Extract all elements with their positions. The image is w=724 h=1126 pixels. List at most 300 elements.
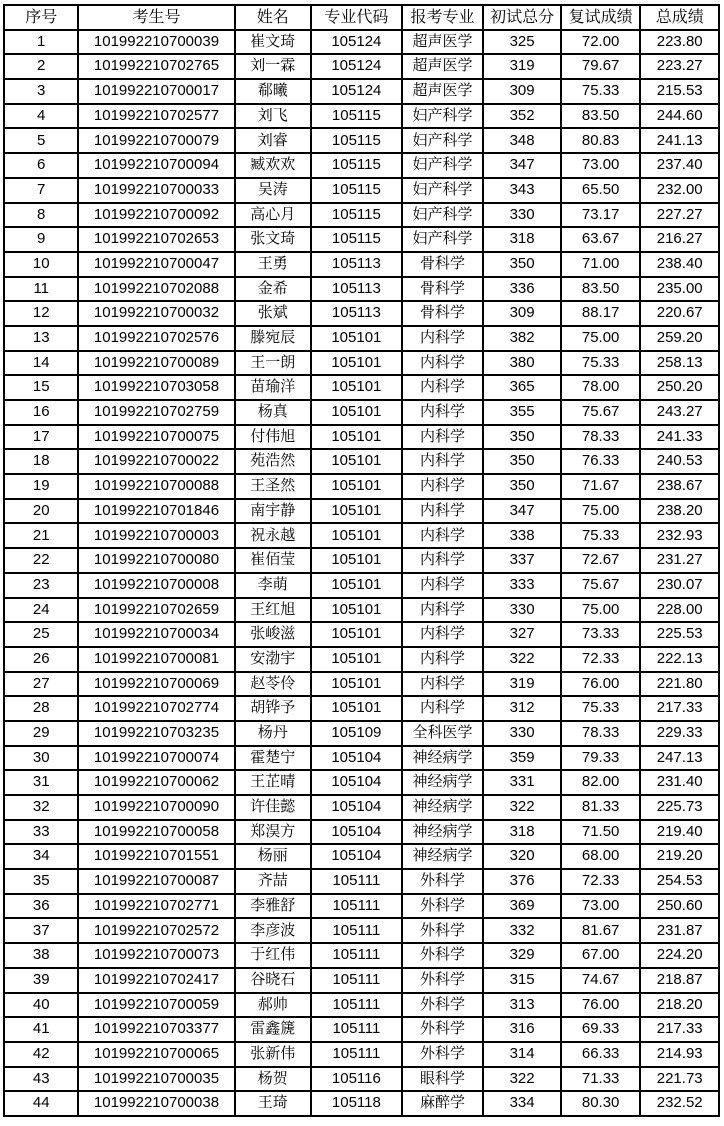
table-row bbox=[4, 844, 719, 869]
cell-major: 内科学 bbox=[402, 523, 484, 548]
cell-initial-score: 331 bbox=[483, 770, 561, 795]
cell-major: 妇产科学 bbox=[402, 203, 484, 228]
cell-index: 31 bbox=[4, 770, 78, 795]
cell-candidate-no: 101992210702576 bbox=[78, 326, 234, 351]
cell-major: 骨科学 bbox=[402, 252, 484, 277]
cell-name: 谷晓石 bbox=[235, 968, 311, 993]
cell-name: 金希 bbox=[235, 277, 311, 302]
cell-index: 11 bbox=[4, 277, 78, 302]
cell-index: 42 bbox=[4, 1042, 78, 1067]
cell-initial-score: 315 bbox=[483, 968, 561, 993]
cell-total-score: 250.20 bbox=[640, 375, 719, 400]
cell-major-code: 105101 bbox=[311, 573, 402, 598]
cell-name: 王勇 bbox=[235, 252, 311, 277]
cell-total-score: 222.13 bbox=[640, 647, 719, 672]
cell-major-code: 105115 bbox=[311, 178, 402, 203]
cell-candidate-no: 101992210700074 bbox=[78, 746, 234, 771]
table-row bbox=[4, 178, 719, 203]
cell-retest-score: 72.67 bbox=[561, 548, 641, 573]
cell-major: 眼科学 bbox=[402, 1067, 484, 1092]
cell-total-score: 235.00 bbox=[640, 277, 719, 302]
cell-retest-score: 74.67 bbox=[561, 968, 641, 993]
cell-index: 23 bbox=[4, 573, 78, 598]
cell-name: 郑淏方 bbox=[235, 820, 311, 845]
cell-candidate-no: 101992210702659 bbox=[78, 598, 234, 623]
cell-retest-score: 75.00 bbox=[561, 326, 641, 351]
cell-major-code: 105101 bbox=[311, 598, 402, 623]
cell-initial-score: 319 bbox=[483, 672, 561, 697]
cell-initial-score: 347 bbox=[483, 499, 561, 524]
cell-major: 全科医学 bbox=[402, 721, 484, 746]
table-row bbox=[4, 993, 719, 1018]
cell-initial-score: 320 bbox=[483, 844, 561, 869]
cell-retest-score: 83.50 bbox=[561, 104, 641, 129]
cell-candidate-no: 101992210700032 bbox=[78, 301, 234, 326]
header-total-score: 总成绩 bbox=[640, 5, 719, 30]
header-major: 报考专业 bbox=[402, 5, 484, 30]
cell-name: 雷鑫篪 bbox=[235, 1017, 311, 1042]
cell-major: 外科学 bbox=[402, 968, 484, 993]
table-row bbox=[4, 721, 719, 746]
cell-major: 外科学 bbox=[402, 894, 484, 919]
cell-initial-score: 333 bbox=[483, 573, 561, 598]
cell-name: 王红旭 bbox=[235, 598, 311, 623]
cell-candidate-no: 101992210703235 bbox=[78, 721, 234, 746]
cell-index: 13 bbox=[4, 326, 78, 351]
score-table-body bbox=[4, 30, 719, 1116]
cell-initial-score: 322 bbox=[483, 647, 561, 672]
cell-total-score: 215.53 bbox=[640, 79, 719, 104]
cell-initial-score: 369 bbox=[483, 894, 561, 919]
table-row bbox=[4, 474, 719, 499]
cell-total-score: 223.27 bbox=[640, 54, 719, 79]
cell-major: 妇产科学 bbox=[402, 104, 484, 129]
cell-major: 外科学 bbox=[402, 1017, 484, 1042]
cell-initial-score: 350 bbox=[483, 252, 561, 277]
cell-name: 刘睿 bbox=[235, 128, 311, 153]
cell-major-code: 105101 bbox=[311, 672, 402, 697]
cell-total-score: 228.00 bbox=[640, 598, 719, 623]
cell-initial-score: 359 bbox=[483, 746, 561, 771]
cell-major-code: 105101 bbox=[311, 400, 402, 425]
cell-major: 妇产科学 bbox=[402, 153, 484, 178]
header-retest-score: 复试成绩 bbox=[561, 5, 641, 30]
table-row bbox=[4, 918, 719, 943]
cell-retest-score: 71.00 bbox=[561, 252, 641, 277]
cell-retest-score: 71.33 bbox=[561, 1067, 641, 1092]
table-row bbox=[4, 894, 719, 919]
cell-candidate-no: 101992210700073 bbox=[78, 943, 234, 968]
cell-index: 8 bbox=[4, 203, 78, 228]
cell-index: 4 bbox=[4, 104, 78, 129]
cell-major-code: 105115 bbox=[311, 227, 402, 252]
cell-name: 李雅舒 bbox=[235, 894, 311, 919]
exam-score-table bbox=[3, 4, 720, 1117]
cell-total-score: 241.13 bbox=[640, 128, 719, 153]
cell-major: 神经病学 bbox=[402, 795, 484, 820]
cell-name: 霍楚宁 bbox=[235, 746, 311, 771]
cell-major-code: 105111 bbox=[311, 894, 402, 919]
cell-index: 14 bbox=[4, 351, 78, 376]
cell-index: 32 bbox=[4, 795, 78, 820]
cell-candidate-no: 101992210700069 bbox=[78, 672, 234, 697]
cell-index: 15 bbox=[4, 375, 78, 400]
cell-initial-score: 350 bbox=[483, 425, 561, 450]
cell-retest-score: 63.67 bbox=[561, 227, 641, 252]
cell-total-score: 247.13 bbox=[640, 746, 719, 771]
cell-retest-score: 71.50 bbox=[561, 820, 641, 845]
cell-major-code: 105111 bbox=[311, 1042, 402, 1067]
cell-initial-score: 318 bbox=[483, 820, 561, 845]
cell-major-code: 105124 bbox=[311, 79, 402, 104]
cell-initial-score: 382 bbox=[483, 326, 561, 351]
cell-index: 20 bbox=[4, 499, 78, 524]
table-row bbox=[4, 746, 719, 771]
cell-candidate-no: 101992210700092 bbox=[78, 203, 234, 228]
cell-retest-score: 72.00 bbox=[561, 30, 641, 55]
cell-initial-score: 316 bbox=[483, 1017, 561, 1042]
cell-index: 40 bbox=[4, 993, 78, 1018]
cell-candidate-no: 101992210700059 bbox=[78, 993, 234, 1018]
table-row bbox=[4, 1042, 719, 1067]
cell-major: 超声医学 bbox=[402, 54, 484, 79]
cell-retest-score: 76.00 bbox=[561, 672, 641, 697]
cell-total-score: 244.60 bbox=[640, 104, 719, 129]
cell-major: 内科学 bbox=[402, 326, 484, 351]
cell-candidate-no: 101992210702759 bbox=[78, 400, 234, 425]
cell-total-score: 219.20 bbox=[640, 844, 719, 869]
cell-initial-score: 327 bbox=[483, 622, 561, 647]
cell-name: 安渤宇 bbox=[235, 647, 311, 672]
cell-index: 3 bbox=[4, 79, 78, 104]
cell-index: 17 bbox=[4, 425, 78, 450]
cell-retest-score: 73.17 bbox=[561, 203, 641, 228]
cell-major: 内科学 bbox=[402, 351, 484, 376]
cell-major-code: 105115 bbox=[311, 153, 402, 178]
cell-initial-score: 334 bbox=[483, 1091, 561, 1116]
cell-major: 外科学 bbox=[402, 1042, 484, 1067]
cell-total-score: 220.67 bbox=[640, 301, 719, 326]
cell-candidate-no: 101992210700039 bbox=[78, 30, 234, 55]
cell-initial-score: 376 bbox=[483, 869, 561, 894]
cell-total-score: 238.67 bbox=[640, 474, 719, 499]
table-row bbox=[4, 523, 719, 548]
cell-candidate-no: 101992210700090 bbox=[78, 795, 234, 820]
cell-index: 37 bbox=[4, 918, 78, 943]
cell-major-code: 105113 bbox=[311, 301, 402, 326]
cell-total-score: 254.53 bbox=[640, 869, 719, 894]
header-major-code: 专业代码 bbox=[311, 5, 402, 30]
cell-major: 内科学 bbox=[402, 696, 484, 721]
cell-candidate-no: 101992210700079 bbox=[78, 128, 234, 153]
cell-candidate-no: 101992210702577 bbox=[78, 104, 234, 129]
cell-candidate-no: 101992210700035 bbox=[78, 1067, 234, 1092]
cell-initial-score: 330 bbox=[483, 598, 561, 623]
cell-major-code: 105104 bbox=[311, 770, 402, 795]
cell-name: 崔文琦 bbox=[235, 30, 311, 55]
cell-initial-score: 322 bbox=[483, 795, 561, 820]
cell-major: 神经病学 bbox=[402, 746, 484, 771]
cell-candidate-no: 101992210700080 bbox=[78, 548, 234, 573]
table-row bbox=[4, 351, 719, 376]
cell-total-score: 240.53 bbox=[640, 449, 719, 474]
cell-name: 杨丹 bbox=[235, 721, 311, 746]
cell-retest-score: 68.00 bbox=[561, 844, 641, 869]
cell-name: 臧欢欢 bbox=[235, 153, 311, 178]
table-row bbox=[4, 598, 719, 623]
cell-initial-score: 336 bbox=[483, 277, 561, 302]
cell-retest-score: 75.33 bbox=[561, 351, 641, 376]
cell-major: 妇产科学 bbox=[402, 227, 484, 252]
cell-retest-score: 88.17 bbox=[561, 301, 641, 326]
cell-major: 内科学 bbox=[402, 425, 484, 450]
cell-initial-score: 330 bbox=[483, 203, 561, 228]
cell-retest-score: 78.33 bbox=[561, 721, 641, 746]
cell-retest-score: 75.00 bbox=[561, 499, 641, 524]
table-row bbox=[4, 1017, 719, 1042]
cell-initial-score: 332 bbox=[483, 918, 561, 943]
cell-name: 王一朗 bbox=[235, 351, 311, 376]
cell-major-code: 105101 bbox=[311, 622, 402, 647]
cell-index: 35 bbox=[4, 869, 78, 894]
cell-candidate-no: 101992210700034 bbox=[78, 622, 234, 647]
cell-initial-score: 343 bbox=[483, 178, 561, 203]
cell-major-code: 105111 bbox=[311, 869, 402, 894]
cell-retest-score: 83.50 bbox=[561, 277, 641, 302]
cell-retest-score: 79.33 bbox=[561, 746, 641, 771]
cell-index: 38 bbox=[4, 943, 78, 968]
table-row bbox=[4, 425, 719, 450]
cell-initial-score: 319 bbox=[483, 54, 561, 79]
cell-retest-score: 66.33 bbox=[561, 1042, 641, 1067]
cell-total-score: 218.20 bbox=[640, 993, 719, 1018]
cell-major-code: 105111 bbox=[311, 918, 402, 943]
cell-major-code: 105115 bbox=[311, 128, 402, 153]
cell-major: 内科学 bbox=[402, 375, 484, 400]
table-row bbox=[4, 252, 719, 277]
cell-initial-score: 338 bbox=[483, 523, 561, 548]
cell-initial-score: 355 bbox=[483, 400, 561, 425]
cell-total-score: 227.27 bbox=[640, 203, 719, 228]
cell-initial-score: 330 bbox=[483, 721, 561, 746]
cell-retest-score: 73.00 bbox=[561, 894, 641, 919]
cell-initial-score: 309 bbox=[483, 79, 561, 104]
cell-total-score: 218.87 bbox=[640, 968, 719, 993]
cell-major-code: 105111 bbox=[311, 993, 402, 1018]
cell-major: 外科学 bbox=[402, 943, 484, 968]
cell-name: 张文琦 bbox=[235, 227, 311, 252]
table-row bbox=[4, 622, 719, 647]
cell-initial-score: 348 bbox=[483, 128, 561, 153]
cell-candidate-no: 101992210700081 bbox=[78, 647, 234, 672]
cell-major-code: 105104 bbox=[311, 795, 402, 820]
cell-retest-score: 76.00 bbox=[561, 993, 641, 1018]
cell-major: 神经病学 bbox=[402, 770, 484, 795]
cell-major: 外科学 bbox=[402, 869, 484, 894]
cell-retest-score: 71.67 bbox=[561, 474, 641, 499]
cell-retest-score: 75.67 bbox=[561, 400, 641, 425]
cell-index: 28 bbox=[4, 696, 78, 721]
table-row bbox=[4, 770, 719, 795]
cell-total-score: 225.73 bbox=[640, 795, 719, 820]
cell-major: 内科学 bbox=[402, 499, 484, 524]
cell-total-score: 216.27 bbox=[640, 227, 719, 252]
cell-total-score: 232.52 bbox=[640, 1091, 719, 1116]
cell-total-score: 219.40 bbox=[640, 820, 719, 845]
table-row bbox=[4, 326, 719, 351]
cell-major: 外科学 bbox=[402, 993, 484, 1018]
cell-major: 内科学 bbox=[402, 400, 484, 425]
table-row bbox=[4, 672, 719, 697]
cell-name: 胡铧予 bbox=[235, 696, 311, 721]
cell-major: 内科学 bbox=[402, 647, 484, 672]
cell-retest-score: 72.33 bbox=[561, 869, 641, 894]
cell-major: 超声医学 bbox=[402, 30, 484, 55]
cell-name: 苑浩然 bbox=[235, 449, 311, 474]
cell-name: 滕宛辰 bbox=[235, 326, 311, 351]
cell-index: 22 bbox=[4, 548, 78, 573]
cell-retest-score: 72.33 bbox=[561, 647, 641, 672]
cell-total-score: 221.73 bbox=[640, 1067, 719, 1092]
cell-index: 2 bbox=[4, 54, 78, 79]
cell-initial-score: 312 bbox=[483, 696, 561, 721]
cell-index: 18 bbox=[4, 449, 78, 474]
cell-name: 张峻滋 bbox=[235, 622, 311, 647]
table-row bbox=[4, 277, 719, 302]
cell-name: 赵苓伶 bbox=[235, 672, 311, 697]
cell-candidate-no: 101992210700008 bbox=[78, 573, 234, 598]
cell-candidate-no: 101992210700087 bbox=[78, 869, 234, 894]
table-row bbox=[4, 696, 719, 721]
cell-major-code: 105109 bbox=[311, 721, 402, 746]
cell-major-code: 105101 bbox=[311, 449, 402, 474]
cell-major-code: 105101 bbox=[311, 375, 402, 400]
table-row bbox=[4, 104, 719, 129]
cell-index: 7 bbox=[4, 178, 78, 203]
cell-major-code: 105113 bbox=[311, 277, 402, 302]
cell-total-score: 237.40 bbox=[640, 153, 719, 178]
header-name: 姓名 bbox=[235, 5, 311, 30]
cell-candidate-no: 101992210700062 bbox=[78, 770, 234, 795]
cell-index: 25 bbox=[4, 622, 78, 647]
cell-initial-score: 314 bbox=[483, 1042, 561, 1067]
cell-candidate-no: 101992210700094 bbox=[78, 153, 234, 178]
table-row bbox=[4, 54, 719, 79]
cell-candidate-no: 101992210703377 bbox=[78, 1017, 234, 1042]
cell-index: 19 bbox=[4, 474, 78, 499]
table-row bbox=[4, 203, 719, 228]
cell-index: 30 bbox=[4, 746, 78, 771]
cell-name: 苗瑜洋 bbox=[235, 375, 311, 400]
cell-total-score: 221.80 bbox=[640, 672, 719, 697]
cell-name: 张斌 bbox=[235, 301, 311, 326]
cell-major-code: 105115 bbox=[311, 104, 402, 129]
cell-total-score: 238.20 bbox=[640, 499, 719, 524]
cell-total-score: 224.20 bbox=[640, 943, 719, 968]
cell-index: 41 bbox=[4, 1017, 78, 1042]
cell-name: 齐喆 bbox=[235, 869, 311, 894]
cell-retest-score: 69.33 bbox=[561, 1017, 641, 1042]
cell-retest-score: 76.33 bbox=[561, 449, 641, 474]
cell-index: 27 bbox=[4, 672, 78, 697]
cell-major-code: 105124 bbox=[311, 54, 402, 79]
cell-major-code: 105115 bbox=[311, 203, 402, 228]
header-index: 序号 bbox=[4, 5, 78, 30]
cell-major-code: 105116 bbox=[311, 1067, 402, 1092]
cell-major: 内科学 bbox=[402, 474, 484, 499]
header-candidate-no: 考生号 bbox=[78, 5, 234, 30]
cell-major-code: 105113 bbox=[311, 252, 402, 277]
cell-index: 36 bbox=[4, 894, 78, 919]
cell-retest-score: 65.50 bbox=[561, 178, 641, 203]
cell-candidate-no: 101992210700047 bbox=[78, 252, 234, 277]
table-row bbox=[4, 548, 719, 573]
table-row bbox=[4, 573, 719, 598]
cell-major-code: 105111 bbox=[311, 1017, 402, 1042]
cell-initial-score: 350 bbox=[483, 474, 561, 499]
header-row bbox=[4, 5, 719, 30]
cell-name: 李彦波 bbox=[235, 918, 311, 943]
cell-major: 内科学 bbox=[402, 622, 484, 647]
cell-major: 内科学 bbox=[402, 672, 484, 697]
cell-retest-score: 75.00 bbox=[561, 598, 641, 623]
cell-index: 16 bbox=[4, 400, 78, 425]
cell-major: 内科学 bbox=[402, 573, 484, 598]
cell-total-score: 231.87 bbox=[640, 918, 719, 943]
cell-name: 郗曦 bbox=[235, 79, 311, 104]
cell-major: 神经病学 bbox=[402, 844, 484, 869]
cell-candidate-no: 101992210700088 bbox=[78, 474, 234, 499]
cell-retest-score: 78.00 bbox=[561, 375, 641, 400]
cell-index: 6 bbox=[4, 153, 78, 178]
cell-index: 29 bbox=[4, 721, 78, 746]
cell-major: 麻醉学 bbox=[402, 1091, 484, 1116]
cell-name: 王芷晴 bbox=[235, 770, 311, 795]
cell-retest-score: 80.30 bbox=[561, 1091, 641, 1116]
table-row bbox=[4, 301, 719, 326]
table-row bbox=[4, 869, 719, 894]
cell-total-score: 241.33 bbox=[640, 425, 719, 450]
cell-name: 刘一霖 bbox=[235, 54, 311, 79]
cell-index: 1 bbox=[4, 30, 78, 55]
cell-index: 21 bbox=[4, 523, 78, 548]
cell-index: 44 bbox=[4, 1091, 78, 1116]
cell-major: 内科学 bbox=[402, 449, 484, 474]
cell-initial-score: 325 bbox=[483, 30, 561, 55]
cell-initial-score: 352 bbox=[483, 104, 561, 129]
cell-candidate-no: 101992210702771 bbox=[78, 894, 234, 919]
cell-retest-score: 67.00 bbox=[561, 943, 641, 968]
cell-initial-score: 337 bbox=[483, 548, 561, 573]
cell-major-code: 105101 bbox=[311, 647, 402, 672]
cell-major: 妇产科学 bbox=[402, 178, 484, 203]
cell-name: 付伟旭 bbox=[235, 425, 311, 450]
table-row bbox=[4, 375, 719, 400]
cell-candidate-no: 101992210700065 bbox=[78, 1042, 234, 1067]
cell-candidate-no: 101992210701846 bbox=[78, 499, 234, 524]
cell-retest-score: 73.33 bbox=[561, 622, 641, 647]
cell-total-score: 217.33 bbox=[640, 696, 719, 721]
cell-total-score: 231.40 bbox=[640, 770, 719, 795]
table-row bbox=[4, 400, 719, 425]
cell-name: 杨贺 bbox=[235, 1067, 311, 1092]
cell-candidate-no: 101992210700022 bbox=[78, 449, 234, 474]
table-row bbox=[4, 943, 719, 968]
cell-total-score: 217.33 bbox=[640, 1017, 719, 1042]
cell-name: 祝永越 bbox=[235, 523, 311, 548]
cell-major: 骨科学 bbox=[402, 301, 484, 326]
cell-index: 24 bbox=[4, 598, 78, 623]
